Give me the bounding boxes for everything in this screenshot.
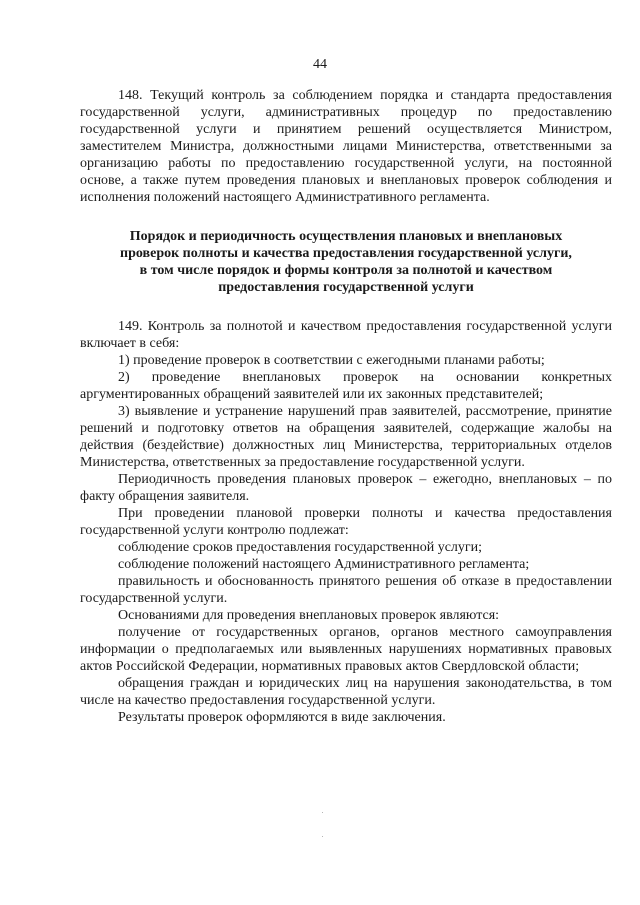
list-item: получение от государственных органов, органов местного самоуправления информации о предполагаемых или выявленных нарушениях нормативных правовых актов Российской Федерации, нормативных правовых актов Свердловской области;	[80, 625, 612, 674]
paragraph-planned-intro: При проведении плановой проверки полноты и качества предоставления государственной услуги контролю подлежат:	[80, 506, 612, 538]
paragraph-results: Результаты проверок оформляются в виде заключения.	[118, 710, 446, 725]
list-item: соблюдение положений настоящего Административного регламента;	[118, 557, 530, 572]
section-heading-line: проверок полноты и качества предоставления государственной услуги,	[120, 246, 572, 261]
paragraph-periodicity: Периодичность проведения плановых проверок – ежегодно, внеплановых – по факту обращения заявителя.	[80, 472, 612, 504]
list-item: 1) проведение проверок в соответствии с ежегодными планами работы;	[118, 353, 545, 368]
list-item: правильность и обоснованность принятого решения об отказе в предоставлении государственной услуги.	[80, 574, 612, 606]
section-heading	[90, 228, 602, 296]
list-item: обращения граждан и юридических лиц на нарушения законодательства, в том числе на качество предоставления государственной услуги.	[80, 676, 612, 708]
list-item: 3) выявление и устранение нарушений прав заявителей, рассмотрение, принятие решений и подготовку ответов на обращения заявителей, содержащие жалобы на действия (бездействие) должностных лиц Министерства, территориальных отделов Министерства, ответственных за предоставление государственной услуги.	[80, 404, 612, 470]
paragraph-grounds-intro: Основаниями для проведения внеплановых проверок являются:	[118, 608, 500, 623]
section-heading-line: Порядок и периодичность осуществления плановых и внеплановых	[129, 229, 563, 244]
scan-artifact-dot	[322, 836, 323, 837]
document-body	[80, 87, 612, 726]
paragraph-148: 148. Текущий контроль за соблюдением порядка и стандарта предоставления государственной услуги, административных процедур по предоставлению государственной услуги и принятием решений осуществляется Министром, заместителем Министра, должностными лицами Министерства, ответственными за организацию работы по предоставлению государственной услуги, на постоянной основе, а также путем проведения плановых и внеплановых проверок соблюдения и исполнения положений настоящего Административного регламента.	[80, 88, 612, 205]
section-heading-line: в том числе порядок и формы контроля за полнотой и качеством	[139, 263, 553, 278]
scan-artifact-dot	[322, 812, 323, 813]
list-item: 2) проведение внеплановых проверок на основании конкретных аргументированных обращений заявителей или их законных представителей;	[80, 370, 612, 402]
section-heading-line: предоставления государственной услуги	[218, 280, 474, 295]
page-number: 44	[313, 57, 327, 72]
paragraph-149: 149. Контроль за полнотой и качеством предоставления государственной услуги включает в себя:	[80, 319, 612, 351]
list-item: соблюдение сроков предоставления государственной услуги;	[118, 540, 483, 555]
